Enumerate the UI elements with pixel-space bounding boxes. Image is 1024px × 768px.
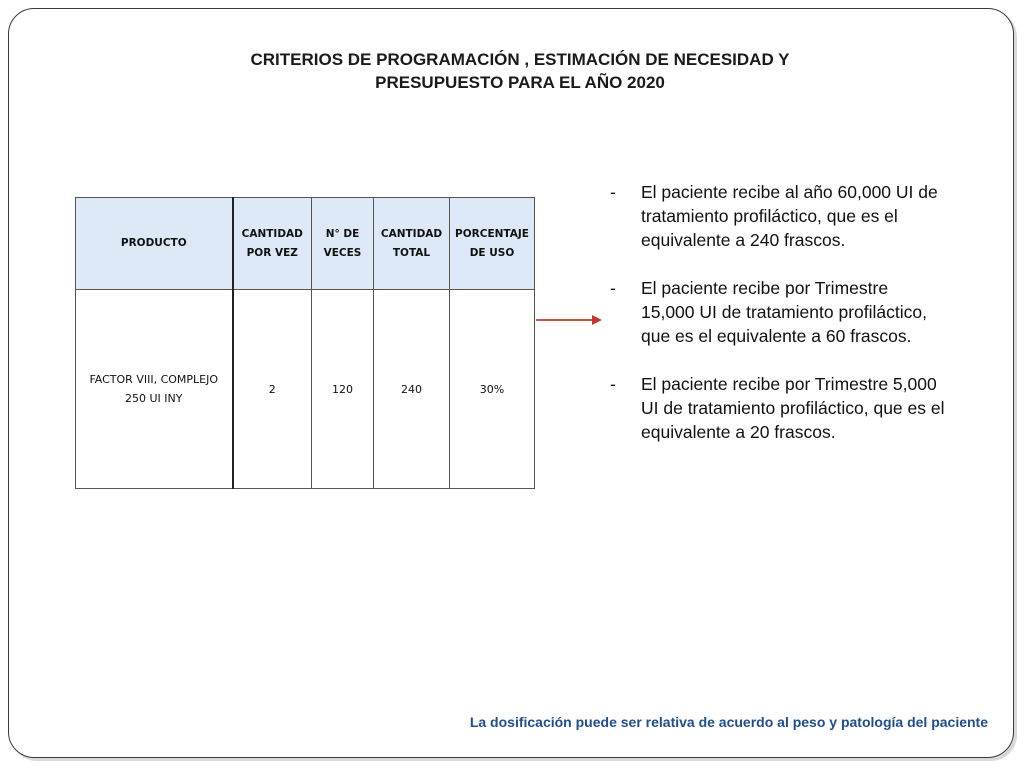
list-item bbox=[600, 372, 945, 444]
header-cantidad-total: CANTIDAD TOTAL bbox=[374, 198, 450, 290]
header-n-veces: N° DE VECES bbox=[312, 198, 374, 290]
table-row bbox=[76, 290, 535, 489]
header-cantidad-por-vez: CANTIDAD POR VEZ bbox=[233, 198, 312, 290]
list-item bbox=[600, 180, 945, 252]
cell-cantidad-total: 240 bbox=[374, 290, 450, 489]
bullet-dash: - bbox=[610, 278, 616, 298]
footer-note: La dosificación puede ser relativa de acuerdo al peso y patología del paciente bbox=[469, 714, 988, 730]
title-line-1: CRITERIOS DE PROGRAMACIÓN , ESTIMACIÓN DE NECESIDAD Y bbox=[250, 50, 790, 69]
bullet-text: El paciente recibe al año 60,000 UI de tratamiento profiláctico, que es el equivalente a 240 frascos. bbox=[641, 182, 938, 250]
product-table bbox=[75, 197, 535, 489]
header-producto: PRODUCTO bbox=[76, 198, 233, 290]
table-header-row bbox=[76, 198, 535, 290]
slide-title bbox=[150, 48, 890, 94]
cell-n-veces: 120 bbox=[312, 290, 374, 489]
bullet-dash: - bbox=[610, 182, 616, 202]
cell-producto: FACTOR VIII, COMPLEJO 250 UI INY bbox=[76, 290, 233, 489]
header-porcentaje-uso: PORCENTAJE DE USO bbox=[450, 198, 535, 290]
title-line-2: PRESUPUESTO PARA EL AÑO 2020 bbox=[375, 73, 665, 92]
cell-cantidad-por-vez: 2 bbox=[233, 290, 312, 489]
list-item bbox=[600, 276, 945, 348]
bullet-text: El paciente recibe por Trimestre 15,000 UI de tratamiento profiláctico, que es el equivalente a 60 frascos. bbox=[641, 278, 927, 346]
arrow-right-icon bbox=[536, 312, 602, 328]
bullet-text: El paciente recibe por Trimestre 5,000 UI de tratamiento profiláctico, que es el equivalente a 20 frascos. bbox=[641, 374, 945, 442]
bullet-list bbox=[600, 180, 945, 468]
bullet-dash: - bbox=[610, 374, 616, 394]
cell-porcentaje-uso: 30% bbox=[450, 290, 535, 489]
